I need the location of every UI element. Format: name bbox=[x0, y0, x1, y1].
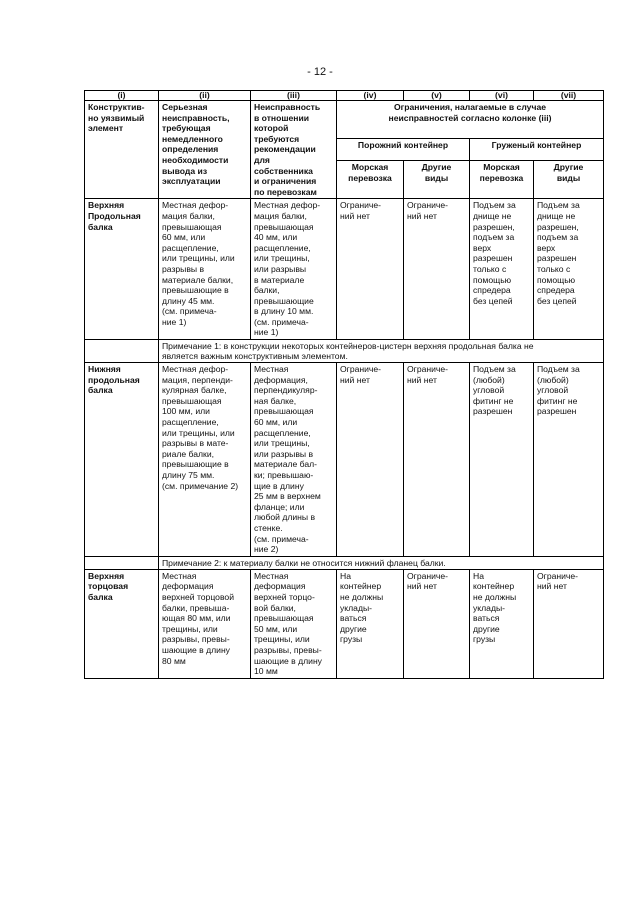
row-serious-defect: Местная дефор- мация балки, превышающая 60 мм, или расщепление, или трещины, или разрывы в материале балки, превышающие в длину 45 мм. (см. примеча- ние 1) bbox=[159, 199, 251, 340]
defects-table bbox=[84, 90, 604, 679]
header-row bbox=[85, 101, 604, 139]
header-sea-loaded: Морская перевозка bbox=[470, 160, 534, 198]
row-empty-other: Ограниче- ний нет bbox=[404, 363, 470, 557]
table-row bbox=[85, 363, 604, 557]
note-row bbox=[85, 340, 604, 363]
note-spacer bbox=[85, 556, 159, 569]
row-serious-defect: Местная дефор- мация, перпенди- кулярная балке, превышающая 100 мм, или расщепление, или трещины, или разрывы в мате- риале балки, превышающие в длину 75 мм. (см. примечание 2) bbox=[159, 363, 251, 557]
row-serious-defect: Местная деформация верхней торцовой балки, превыша- ющая 80 мм, или трещины, или разрывы, превы- шающие в длину 80 мм bbox=[159, 569, 251, 678]
row-loaded-other: Подъем за (любой) угловой фитинг не разрешен bbox=[534, 363, 604, 557]
row-loaded-sea: На контейнер не должны уклады- ваться другие грузы bbox=[470, 569, 534, 678]
row-defect: Местная деформация, перпендикуляр- ная балке, превышающая 60 мм, или расщепление, или трещины, или разрывы в материале бал- ки; превышаю- щие в длину 25 мм в верхнем фланце; или любой длины в стенке. (см. примеча- ние 2) bbox=[251, 363, 337, 557]
row-empty-other: Ограниче- ний нет bbox=[404, 569, 470, 678]
header-other: Другие виды bbox=[404, 160, 470, 198]
note-2: Примечание 2: к материалу балки не относится нижний фланец балки. bbox=[159, 556, 604, 569]
page-number: - 12 - bbox=[307, 66, 333, 78]
row-loaded-other: Подъем за днище не разрешен, подъем за верх разрешен только с помощью спредера без цепей bbox=[534, 199, 604, 340]
header-sea: Морская перевозка bbox=[337, 160, 404, 198]
table-row bbox=[85, 569, 604, 678]
header-empty-container: Порожний контейнер bbox=[337, 139, 470, 161]
roman-numeral-row bbox=[85, 91, 604, 101]
note-spacer bbox=[85, 340, 159, 363]
row-element: Верхняя Продольная балка bbox=[85, 199, 159, 340]
header-other-loaded: Другие виды bbox=[534, 160, 604, 198]
row-empty-sea: На контейнер не должны уклады- ваться другие грузы bbox=[337, 569, 404, 678]
row-defect: Местная дефор- мация балки, превышающая 40 мм, или расщепление, или трещины, или разрывы в материале балки, превышающие в длину 10 мм. (см. примеча- ние 1) bbox=[251, 199, 337, 340]
header-restrictions: Ограничения, налагаемые в случае неисправностей согласно колонке (iii) bbox=[337, 101, 604, 139]
col-number: (i) bbox=[85, 91, 159, 101]
row-loaded-sea: Подъем за днище не разрешен, подъем за верх разрешен только с помощью спредера без цепей bbox=[470, 199, 534, 340]
col-number: (iv) bbox=[337, 91, 404, 101]
col-number: (vi) bbox=[470, 91, 534, 101]
row-defect: Местная деформация верхней торцо- вой балки, превышающая 50 мм, или трещины, или разрывы, превы- шающие в длину 10 мм bbox=[251, 569, 337, 678]
row-loaded-sea: Подъем за (любой) угловой фитинг не разрешен bbox=[470, 363, 534, 557]
note-row bbox=[85, 556, 604, 569]
col-number: (v) bbox=[404, 91, 470, 101]
col-number: (vii) bbox=[534, 91, 604, 101]
row-element: Нижняя продольная балка bbox=[85, 363, 159, 557]
table-row bbox=[85, 199, 604, 340]
row-empty-other: Ограниче- ний нет bbox=[404, 199, 470, 340]
row-empty-sea: Ограниче- ний нет bbox=[337, 199, 404, 340]
row-element: Верхняя торцовая балка bbox=[85, 569, 159, 678]
header-element: Конструктив- но уязвимый элемент bbox=[85, 101, 159, 199]
row-empty-sea: Ограниче- ний нет bbox=[337, 363, 404, 557]
note-1: Примечание 1: в конструкции некоторых контейнеров-цистерн верхняя продольная балка не является важным конструктивным элементом. bbox=[159, 340, 604, 363]
row-loaded-other: Ограниче- ний нет bbox=[534, 569, 604, 678]
col-number: (iii) bbox=[251, 91, 337, 101]
header-loaded-container: Груженый контейнер bbox=[470, 139, 604, 161]
header-serious-defect: Серьезная неисправность, требующая немедленного определения необходимости вывода из эксплуатации bbox=[159, 101, 251, 199]
header-defect: Неисправность в отношении которой требуются рекомендации для собственника и ограничения по перевозкам bbox=[251, 101, 337, 199]
col-number: (ii) bbox=[159, 91, 251, 101]
